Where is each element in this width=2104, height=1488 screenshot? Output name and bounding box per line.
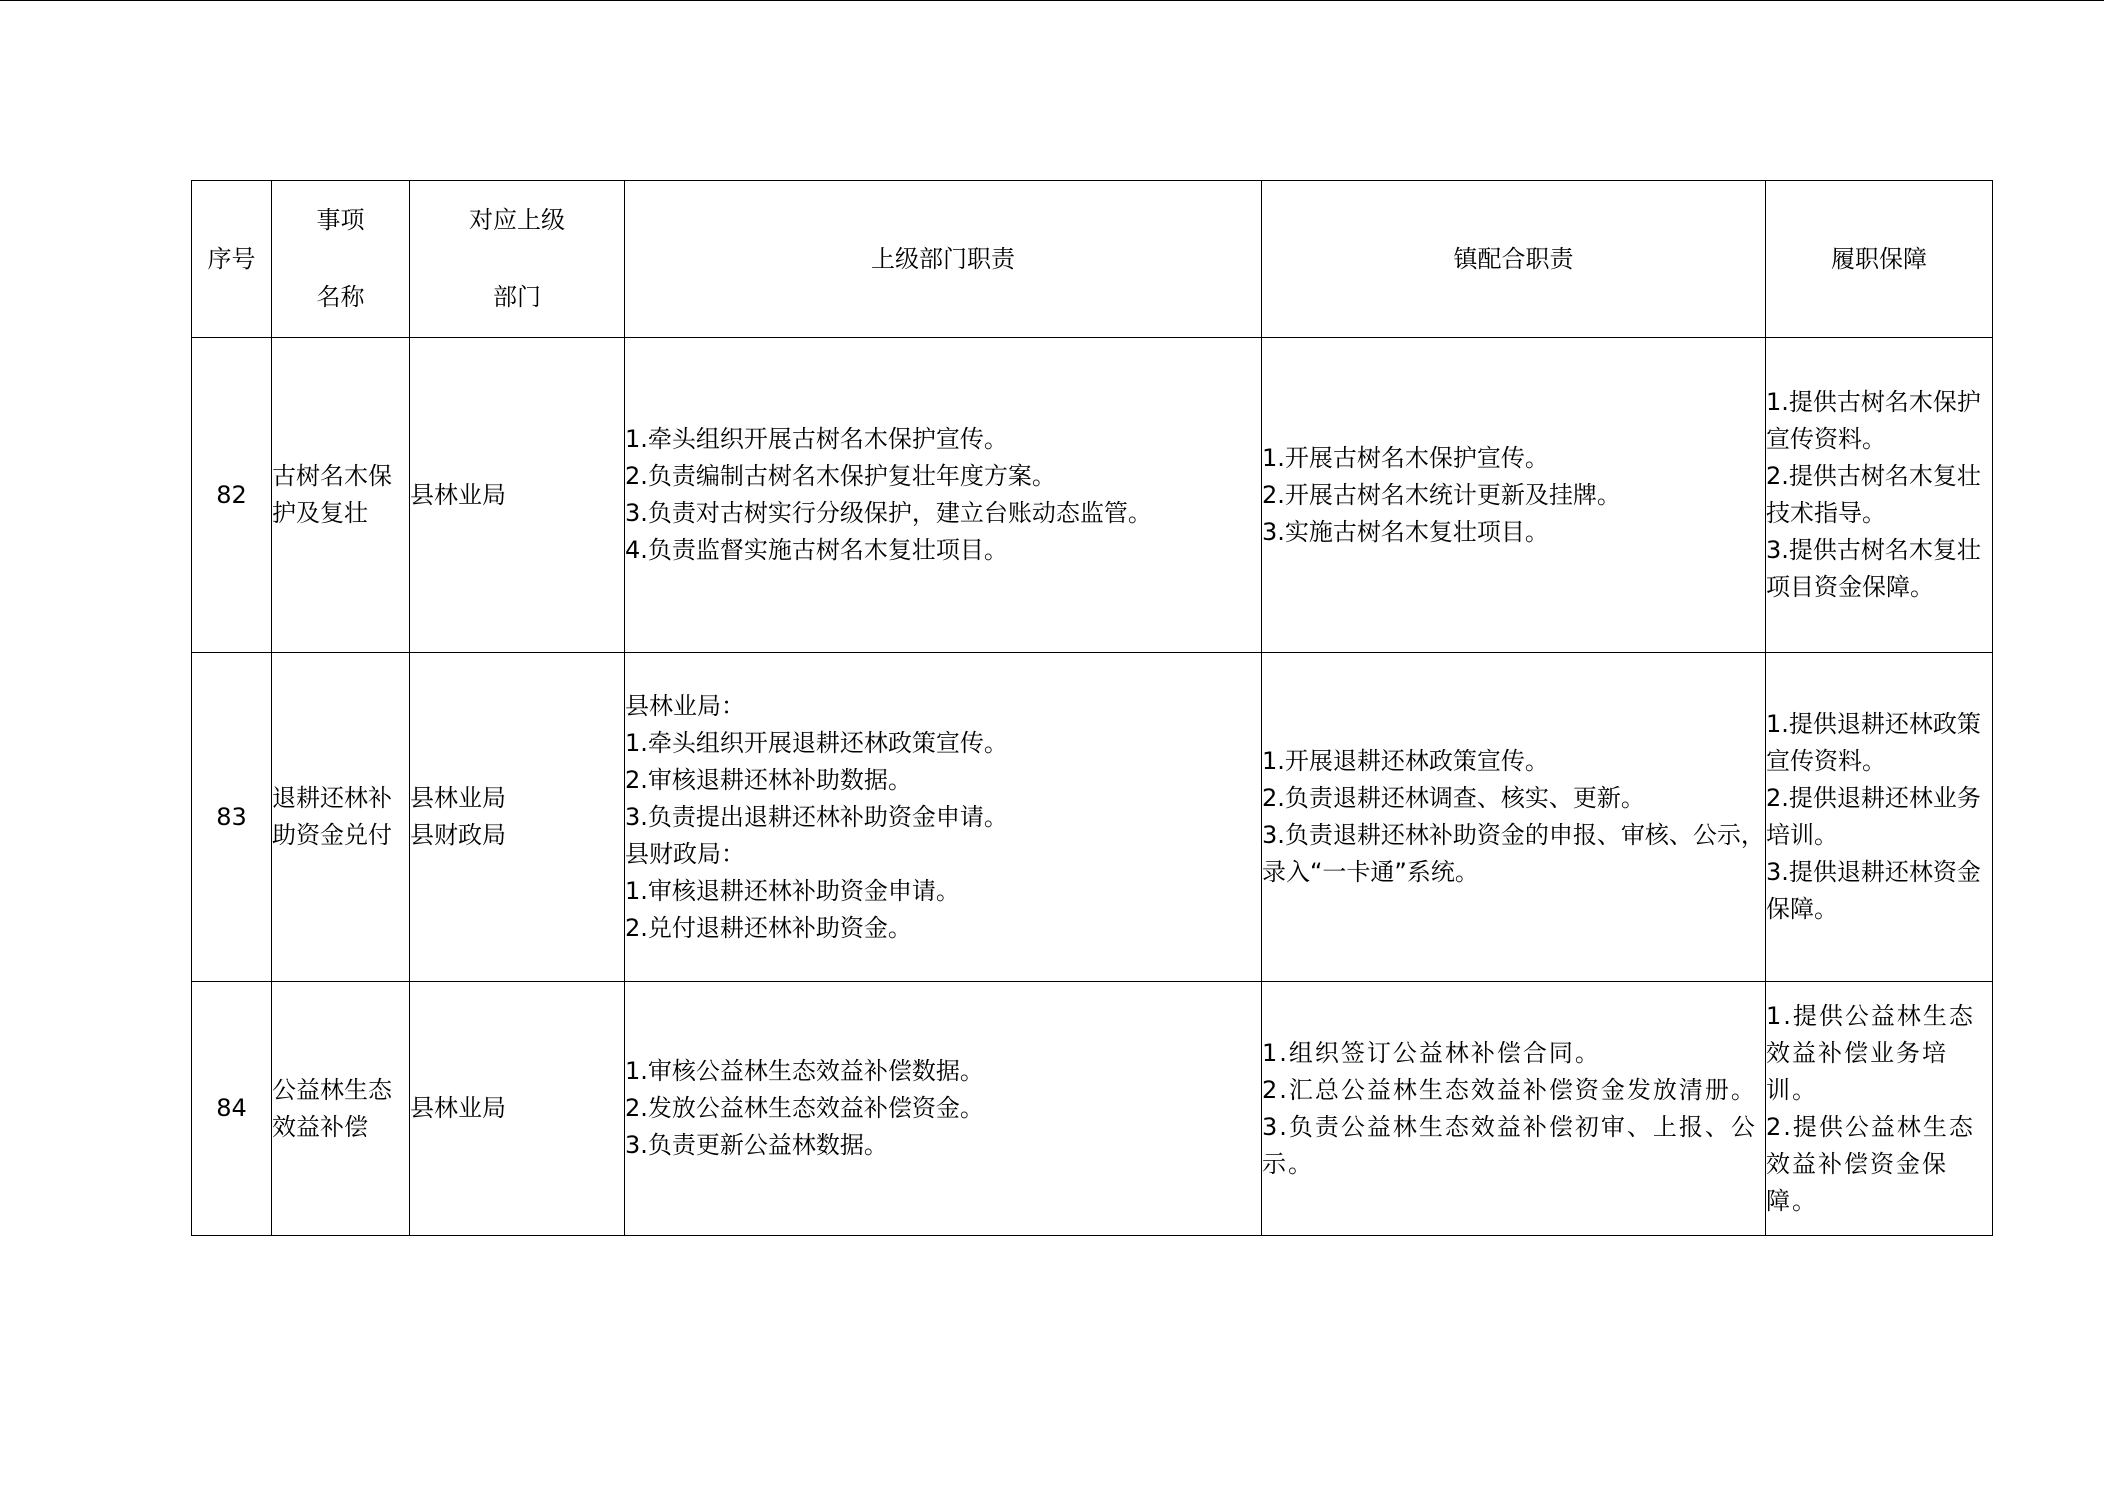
row-town-duties: [1262, 338, 1766, 653]
duty-line: 1.牵头组织开展古树名木保护宣传。: [625, 425, 1008, 453]
header-guarantee-label: 履职保障: [1831, 244, 1927, 273]
header-seq: [192, 181, 272, 338]
guarantee-line: 1.提供古树名木保护宣传资料。: [1766, 388, 1981, 453]
header-upper-duties: [625, 181, 1262, 338]
header-item-name-line2: 名称: [316, 283, 365, 311]
duty-line: 2.负责编制古树名木保护复壮年度方案。: [625, 462, 1056, 490]
row-upper-duties: [625, 338, 1262, 653]
duty-table: [191, 180, 1993, 1236]
duty-line: 3.负责提出退耕还林补助资金申请。: [625, 802, 1008, 831]
top-border-line: [0, 0, 2104, 1]
duty-line: 1.组织签订公益林补偿合同。: [1262, 1038, 1601, 1067]
header-upper-duties-label: 上级部门职责: [871, 244, 1015, 273]
row-upper-dept: [410, 653, 625, 982]
duty-line: 2.发放公益林生态效益补偿资金。: [625, 1094, 984, 1122]
duty-line: 1.牵头组织开展退耕还林政策宣传。: [625, 728, 1008, 757]
row-upper-duties: [625, 982, 1262, 1236]
header-town-duties: [1262, 181, 1766, 338]
row-item-name: 公益林生态效益补偿: [272, 982, 410, 1236]
duty-line: 4.负责监督实施古树名木复壮项目。: [625, 536, 1008, 564]
guarantee-line: 1.提供退耕还林政策宣传资料。: [1766, 710, 1981, 775]
dept-line: 县林业局: [410, 1094, 506, 1122]
duty-line: 2.汇总公益林生态效益补偿资金发放清册。: [1262, 1075, 1757, 1104]
duty-line: 1.开展退耕还林政策宣传。: [1262, 747, 1549, 775]
guarantee-line: 3.提供退耕还林资金保障。: [1766, 858, 1981, 923]
table-row: [192, 982, 1993, 1236]
row-seq: 84: [192, 982, 272, 1236]
header-item-name: [272, 181, 410, 338]
duty-line: 2.兑付退耕还林补助资金。: [625, 913, 912, 942]
duty-line: 3.负责对古树实行分级保护，建立台账动态监管。: [625, 499, 1152, 527]
row-upper-dept: [410, 338, 625, 653]
row-item-name: 古树名木保护及复壮: [272, 338, 410, 653]
row-town-duties: [1262, 653, 1766, 982]
header-item-name-line1: 事项: [316, 206, 365, 234]
header-upper-dept-line1: 对应上级: [469, 206, 565, 234]
duty-line: 3.负责退耕还林补助资金的申报、审核、公示，录入“一卡通”系统。: [1262, 821, 1765, 886]
header-seq-label: 序号: [207, 244, 256, 273]
duty-line: 2.开展古树名木统计更新及挂牌。: [1262, 480, 1621, 509]
header-guarantee: [1766, 181, 1993, 338]
duty-line: 1.审核退耕还林补助资金申请。: [625, 876, 960, 905]
guarantee-line: 3.提供古树名木复壮项目资金保障。: [1766, 536, 1981, 601]
table-row: [192, 653, 1993, 982]
row-guarantee: [1766, 338, 1993, 653]
dept-line: 县林业局: [410, 784, 506, 812]
row-guarantee: [1766, 653, 1993, 982]
guarantee-line: 2.提供古树名木复壮技术指导。: [1766, 462, 1981, 527]
row-town-duties: [1262, 982, 1766, 1236]
header-town-duties-label: 镇配合职责: [1453, 244, 1574, 273]
row-guarantee: [1766, 982, 1993, 1236]
dept-line: 县财政局: [410, 821, 506, 849]
duty-line: 县林业局：: [625, 691, 745, 720]
row-item-name: 退耕还林补助资金兑付: [272, 653, 410, 982]
dept-line: 县林业局: [410, 480, 506, 509]
duty-line: 3.实施古树名木复壮项目。: [1262, 517, 1549, 546]
guarantee-line: 1.提供公益林生态效益补偿业务培训。: [1766, 1001, 1975, 1104]
duty-line: 3.负责公益林生态效益补偿初审、上报、公示。: [1262, 1112, 1757, 1178]
duty-line: 3.负责更新公益林数据。: [625, 1131, 888, 1159]
header-upper-dept: [410, 181, 625, 338]
guarantee-line: 2.提供退耕还林业务培训。: [1766, 784, 1981, 849]
row-upper-duties: [625, 653, 1262, 982]
duty-line: 1.审核公益林生态效益补偿数据。: [625, 1057, 984, 1085]
header-upper-dept-line2: 部门: [493, 283, 541, 311]
guarantee-line: 2.提供公益林生态效益补偿资金保障。: [1766, 1112, 1975, 1215]
duty-line: 2.负责退耕还林调查、核实、更新。: [1262, 784, 1645, 812]
row-upper-dept: [410, 982, 625, 1236]
row-seq: 83: [192, 653, 272, 982]
table-row: [192, 338, 1993, 653]
row-seq: 82: [192, 338, 272, 653]
duty-line: 2.审核退耕还林补助数据。: [625, 765, 912, 794]
duty-line: 1.开展古树名木保护宣传。: [1262, 443, 1549, 472]
header-row: [192, 181, 1993, 338]
duty-line: 县财政局：: [625, 839, 745, 868]
